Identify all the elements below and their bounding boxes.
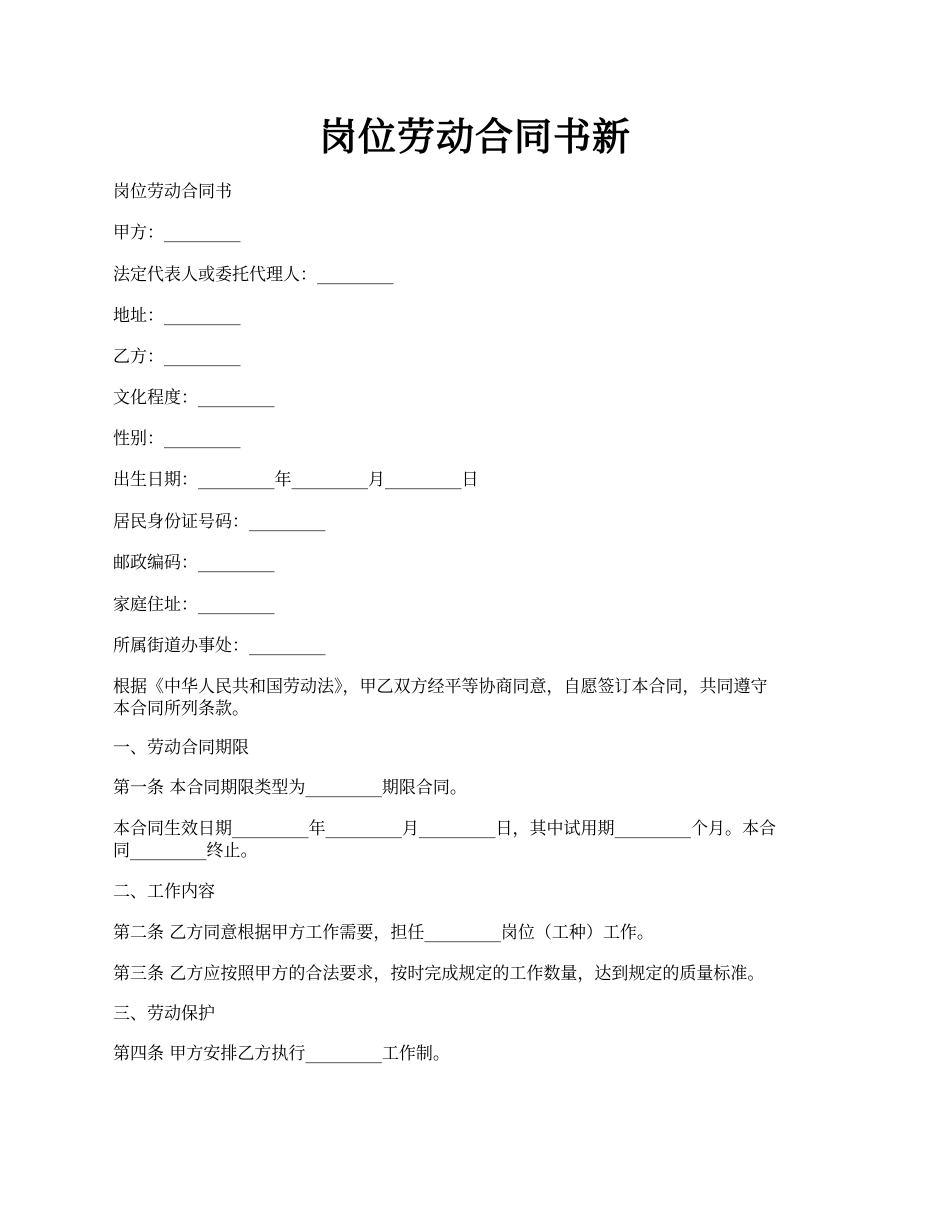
effective-date-line: 同_________终止。 bbox=[113, 841, 258, 861]
id-number-field: 居民身份证号码：_________ bbox=[113, 512, 326, 532]
article-1: 第一条 本合同期限类型为_________期限合同。 bbox=[113, 778, 467, 798]
document-title: 岗位劳动合同书新 bbox=[318, 114, 631, 159]
section-heading-labor-protection: 三、劳动保护 bbox=[113, 1004, 215, 1024]
article-2: 第二条 乙方同意根据甲方工作需要，担任_________岗位（工种）工作。 bbox=[113, 923, 654, 943]
home-address-field: 家庭住址：_________ bbox=[113, 595, 275, 615]
education-field: 文化程度：_________ bbox=[113, 388, 275, 408]
intro-paragraph-line: 根据《中华人民共和国劳动法》，甲乙双方经平等协商同意，自愿签订本合同，共同遵守 bbox=[113, 677, 768, 697]
article-4: 第四条 甲方安排乙方执行_________工作制。 bbox=[113, 1044, 450, 1064]
intro-paragraph-line: 本合同所列条款。 bbox=[113, 699, 249, 719]
legal-representative-field: 法定代表人或委托代理人：_________ bbox=[113, 265, 394, 285]
postal-code-field: 邮政编码：_________ bbox=[113, 553, 275, 573]
intro-paragraph bbox=[113, 676, 841, 720]
article-3: 第三条 乙方应按照甲方的合法要求，按时完成规定的工作数量，达到规定的质量标准。 bbox=[113, 964, 765, 984]
address-field: 地址：_________ bbox=[113, 306, 241, 326]
effective-date-paragraph bbox=[113, 818, 841, 862]
birth-date-field: 出生日期：_________年_________月_________日 bbox=[113, 470, 479, 490]
party-a-field: 甲方：_________ bbox=[113, 223, 241, 243]
section-heading-work-content: 二、工作内容 bbox=[113, 882, 215, 902]
subtitle-line: 岗位劳动合同书 bbox=[113, 182, 232, 202]
gender-field: 性别：_________ bbox=[113, 429, 241, 449]
street-office-field: 所属街道办事处：_________ bbox=[113, 636, 326, 656]
section-heading-term: 一、劳动合同期限 bbox=[113, 738, 249, 758]
party-b-field: 乙方：_________ bbox=[113, 347, 241, 367]
effective-date-line: 本合同生效日期_________年_________月_________日，其中试用期_________个月。本合 bbox=[113, 819, 776, 839]
